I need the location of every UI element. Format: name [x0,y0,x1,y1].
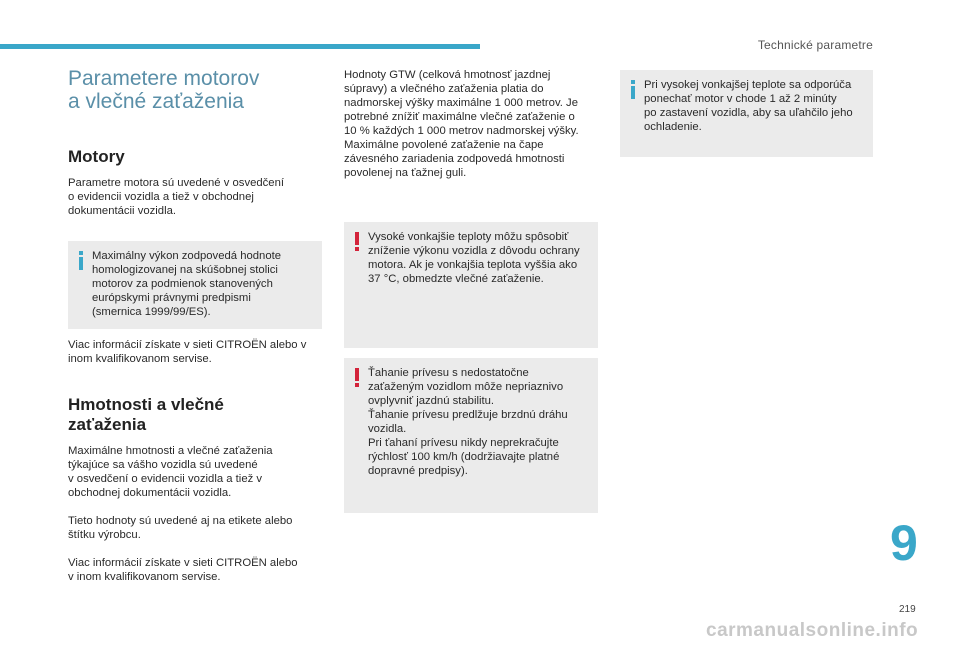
cooling-info-text: Pri vysokej vonkajšej teplote sa odporúča ponechať motor v chode 1 až 2 minúty po zastavení vozidla, aby sa uľahčilo jeho ochladenie. [644,79,853,133]
more-info-text-1: Viac informácií získate v sieti CITROËN alebo v inom kvalifikovanom servise. [68,339,307,365]
more-info-text-2: Viac informácií získate v sieti CITROËN alebo v inom kvalifikovanom servise. [68,557,298,583]
watermark: carmanualsonline.info [706,620,919,641]
temperature-warning-text: Vysoké vonkajšie teploty môžu spôsobiť zníženie výkonu vozidla z dôvodu ochrany motora. Ak je vonkajšia teplota vyššia ako 37 °C, obmedzte vlečné zaťaženie. [368,231,580,285]
warning-icon [354,232,360,251]
motory-text: Parametre motora sú uvedené v osvedčení o evidencii vozidla a tiež v obchodnej dokumentácii vozidla. [68,177,285,217]
section-title: Technické parametre [757,38,873,52]
motory-section [68,147,328,167]
trailer-warning-box [344,358,598,513]
chapter-number: 9 [890,515,918,571]
header-accent-bar [0,44,480,49]
trailer-warning-text: Ťahanie prívesu s nedostatočne zaťaženým vozidlom môže nepriaznivo ovplyvniť jazdnú stabilitu. Ťahanie prívesu predlžuje brzdnú dráhu vozidla. Pri ťahaní prívesu nikdy neprekračujte rýchlosť 100 km/h (dodržiavajte platné dopravné predpisy). [368,367,568,477]
info-icon [78,251,84,270]
engine-info-box [68,241,322,329]
page-number: 219 [899,604,916,615]
gtw-text: Hodnoty GTW (celková hmotnosť jazdnej súpravy) a vlečného zaťaženia platia do nadmorskej výšky maximálne 1 000 metrov. Je potrebné znížiť maximálne vlečné zaťaženie o 10 % každých 1 000 metrov nadmorskej výšky. Maximálne povolené zaťaženie na čape závesného zariadenia zodpovedá hmotnosti povolenej na ťažnej guli. [344,69,579,179]
temperature-warning-box [344,222,598,348]
label-text: Tieto hodnoty sú uvedené aj na etikete alebo štítku výrobcu. [68,515,293,541]
motory-heading: Motory [68,147,125,166]
page-title: Parametere motorov а vlečné zaťaženia [68,67,260,113]
weights-text: Maximálne hmotnosti a vlečné zaťaženia týkajúce sa vášho vozidla sú uvedené v osvedčení o evidencii vozidla a tiež v obchodnej dokumentácii vozidla. [68,445,273,499]
info-icon [630,80,636,99]
warning-icon [354,368,360,387]
weights-heading: Hmotnosti a vlečné zaťaženia [68,395,224,434]
cooling-info-box [620,70,873,157]
engine-info-text: Maximálny výkon zodpovedá hodnote homologizovanej na skúšobnej stolici motorov za podmienok stanovených európskymi právnymi predpismi (smernica 1999/99/ES). [92,250,282,318]
